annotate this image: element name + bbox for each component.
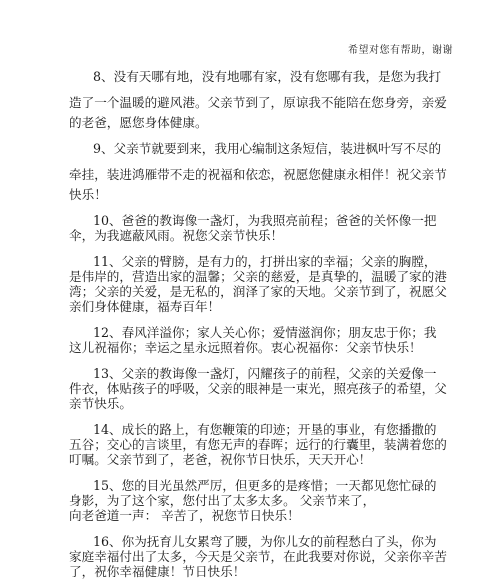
paragraph-14-line-2: 五谷；交心的言谈里，有您无声的春晖；远行的行囊里，装满着您的 — [69, 437, 447, 452]
paragraph-11-line-3: 湾；父亲的关爱，是无私的，润泽了家的天地。父亲节到了，祝愿父 — [69, 284, 447, 299]
paragraph-8-line-2: 造了一个温暖的避风港。父亲节到了，原谅我不能陪在您身旁，亲爱 — [69, 95, 447, 110]
paragraph-9-line-1: 9、父亲节就要到来，我用心编制这条短信，装进枫叶写不尽的 — [93, 141, 442, 156]
paragraph-10-line-2: 伞，为我遮蔽风雨。祝您父亲节快乐！ — [69, 228, 284, 243]
paragraph-9-line-3: 快乐！ — [69, 187, 107, 202]
paragraph-11-line-4: 亲们身体健康，福寿百年！ — [69, 299, 221, 314]
paragraph-13-line-2: 件衣，体贴孩子的呼吸，父亲的眼神是一束光，照亮孩子的希望，父 — [69, 381, 447, 396]
paragraph-15-line-2: 身影，为了这个家，您付出了太多太多。 父亲节来了， — [69, 493, 376, 508]
paragraph-13-line-3: 亲节快乐。 — [69, 396, 132, 411]
paragraph-9-line-2: 牵挂，装进鸿雁带不走的祝福和依恋，祝愿您健康永相伴！祝父亲节 — [69, 167, 447, 182]
paragraph-15-line-3: 向老爸道一声： 辛苦了，祝您节日快乐！ — [69, 508, 300, 523]
paragraph-8-line-3: 的老爸，愿您身体健康。 — [69, 115, 208, 130]
paragraph-12-line-1: 12、春风洋溢你；家人关心你；爱情滋润你；朋友忠于你；我 — [93, 325, 437, 340]
paragraph-12-line-2: 这儿祝福你；幸运之星永远照着你。衷心祝福你：父亲节快乐！ — [69, 340, 422, 355]
paragraph-11-line-2: 是伟岸的，营造出家的温馨；父亲的慈爱，是真挚的，温暖了家的港 — [69, 269, 447, 284]
paragraph-16-line-1: 16、你为抚育儿女累弯了腰，为你儿女的前程愁白了头，你为 — [93, 534, 437, 549]
paragraph-16-line-3: 了，祝你幸福健康！节日快乐！ — [69, 564, 246, 579]
paragraph-14-line-3: 叮嘱。父亲节到了，老爸，祝你节日快乐，天天开心！ — [69, 452, 372, 467]
paragraph-10-line-1: 10、爸爸的教诲像一盏灯，为我照亮前程；爸爸的关怀像一把 — [93, 213, 437, 228]
paragraph-16-line-2: 家庭幸福付出了太多，今天是父亲节，在此我要对你说，父亲你辛苦 — [69, 549, 447, 564]
paragraph-15-line-1: 15、您的目光虽然严厉，但更多的是疼惜；一天都见您忙碌的 — [93, 478, 437, 493]
paragraph-13-line-1: 13、父亲的教诲像一盏灯，闪耀孩子的前程，父亲的关爱像一 — [93, 366, 437, 381]
paragraph-14-line-1: 14、成长的路上，有您鞭策的印迹；开垦的事业，有您播撒的 — [93, 422, 437, 437]
paragraph-11-line-1: 11、父亲的臂膀，是有力的，打拼出家的幸福；父亲的胸膛， — [93, 254, 437, 269]
paragraph-8-line-1: 8、没有天哪有地，没有地哪有家，没有您哪有我，是您为我打 — [93, 69, 442, 84]
header-note: 希望对您有帮助，谢谢 — [348, 45, 453, 56]
